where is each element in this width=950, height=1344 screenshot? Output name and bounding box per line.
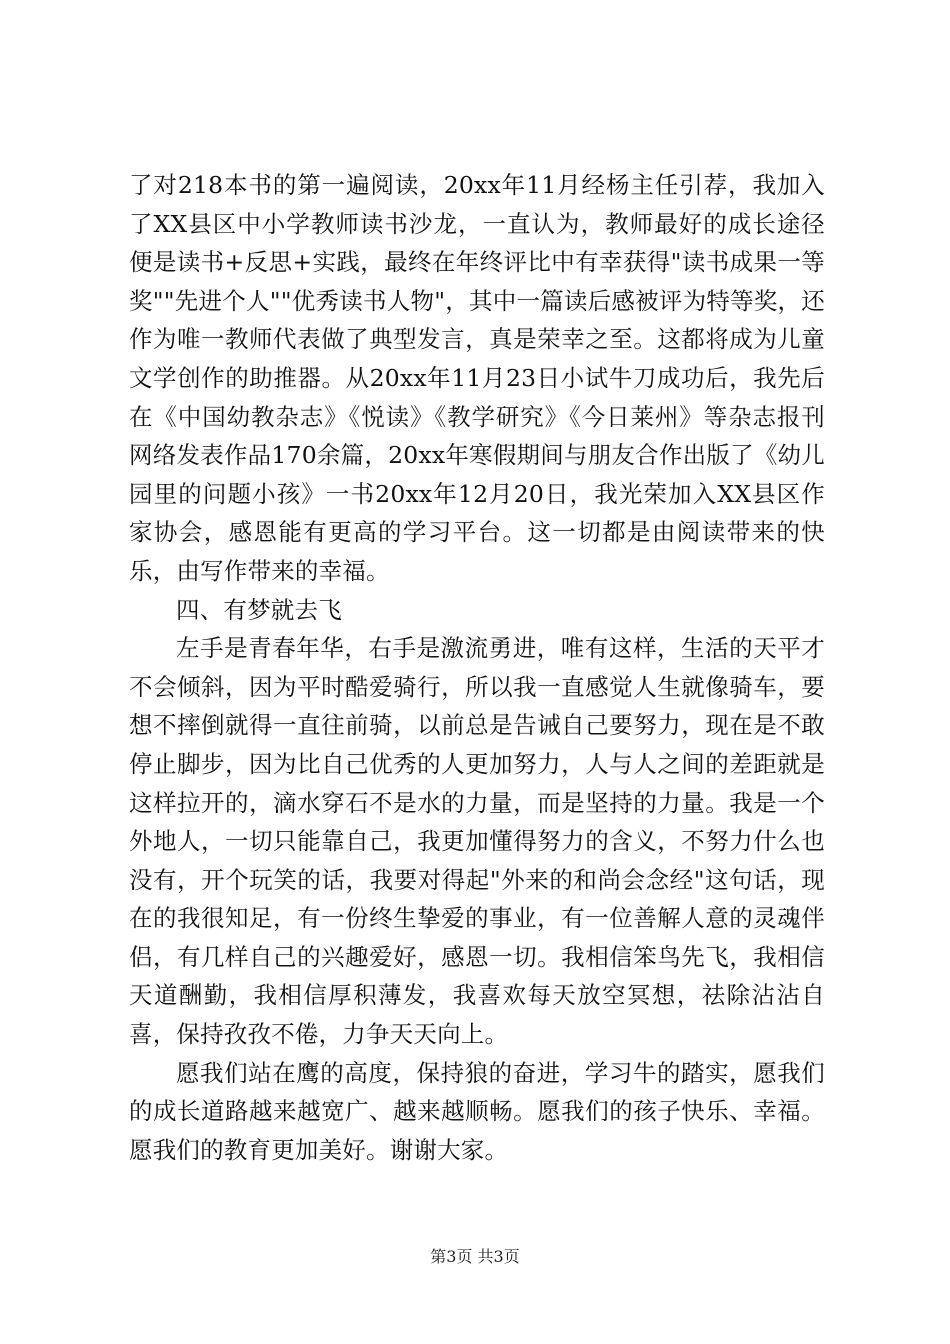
document-body	[129, 166, 825, 1169]
paragraph-reading-achievements: 了对218本书的第一遍阅读，20xx年11月经杨主任引荐，我加入了XX县区中小学教师读书沙龙，一直认为，教师最好的成长途径便是读书+反思+实践，最终在年终评比中有幸获得"读书成果一等奖""先进个人""优秀读书人物"，其中一篇读后感被评为特等奖，还作为唯一教师代表做了典型发言，真是荣幸之至。这都将成为儿童文学创作的助推器。从20xx年11月23日小试牛刀成功后，我先后在《中国幼教杂志》《悦读》《教学研究》《今日莱州》等杂志报刊网络发表作品170余篇，20xx年寒假期间与朋友合作出版了《幼儿园里的问题小孩》一书20xx年12月20日，我光荣加入XX县区作家协会，感恩能有更高的学习平台。这一切都是由阅读带来的快乐，由写作带来的幸福。	[129, 171, 825, 585]
paragraph-dream-fly: 左手是青春年华，右手是激流勇进，唯有这样，生活的天平才不会倾斜，因为平时酷爱骑行，所以我一直感觉人生就像骑车，要想不摔倒就得一直往前骑，以前总是告诫自己要努力，现在是不敢停止脚步，因为比自己优秀的人更加努力，人与人之间的差距就是这样拉开的，滴水穿石不是水的力量，而是坚持的力量。我是一个外地人，一切只能靠自己，我更加懂得努力的含义，不努力什么也没有，开个玩笑的话，我要对得起"外来的和尚会念经"这句话，现在的我很知足，有一份终生挚爱的事业，有一位善解人意的灵魂伴侣，有几样自己的兴趣爱好，感恩一切。我相信笨鸟先飞，我相信天道酬勤，我相信厚积薄发，我喜欢每天放空冥想，祛除沾沾自喜，保持孜孜不倦，力争天天向上。	[129, 634, 825, 1049]
section-heading-dream: 四、有梦就去飞	[176, 595, 342, 624]
page-number-footer: 第3页 共3页	[430, 1247, 520, 1266]
paragraph-closing-wishes: 愿我们站在鹰的高度，保持狼的奋进，学习牛的踏实，愿我们的成长道路越来越宽广、越来越顺畅。愿我们的孩子快乐、幸福。愿我们的教育更加美好。谢谢大家。	[129, 1058, 825, 1164]
